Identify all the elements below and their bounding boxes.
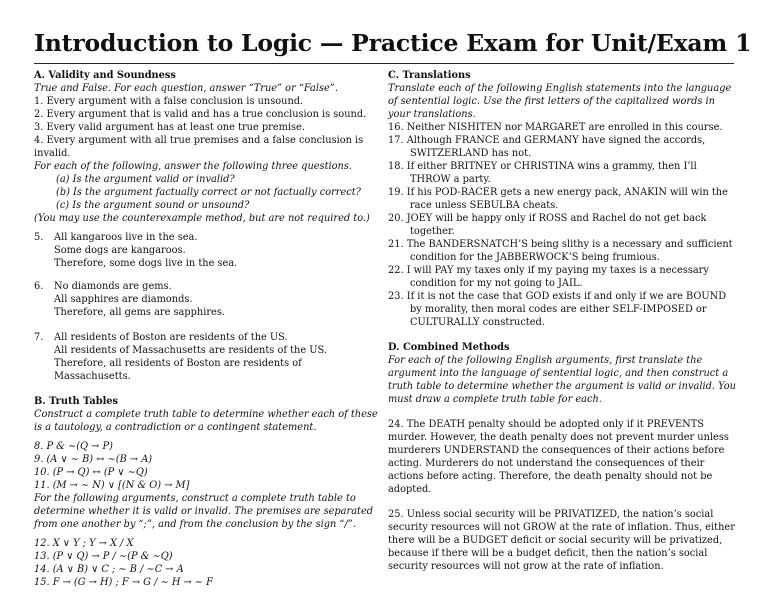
question-24: 24. The DEATH penalty should be adopted only if it PREVENTS murder. However, the death penalty does not prevent murder unless murderers UNDERSTAND the consequences of their actions before acting. Murderers do not understand the consequences of their actions before acting. Therefore, the death penalty should not be adopted.: [388, 419, 729, 495]
section-b-heading: B. Truth Tables: [34, 396, 119, 407]
section-a-instructions-2: For each of the following, answer the following three questions.: [34, 161, 353, 172]
argument-line: Some dogs are kangaroos.: [54, 245, 186, 256]
section-a-instructions: True and False. For each question, answer “True” or “False”.: [34, 83, 338, 94]
question-23: 23. If it is not the case that GOD exists if and only if we are BOUND by morality, then moral codes are either SELF-IMPOSED or CULTURALLY constructed.: [388, 291, 727, 328]
argument-line: Therefore, some dogs live in the sea.: [54, 258, 238, 269]
question-22: 22. I will PAY my taxes only if my paying my taxes is a necessary condition for my not going to JAIL.: [388, 265, 709, 289]
section-c-heading: C. Translations: [388, 70, 471, 81]
argument-line: All sapphires are diamonds.: [54, 294, 193, 305]
argument-line: All residents of Massachusetts are residents of the US.: [54, 345, 327, 356]
formula-8: 8. P & ∼(Q → P): [34, 441, 113, 452]
left-column: [34, 69, 380, 589]
argument-line: All residents of Boston are residents of the US.: [54, 332, 288, 343]
section-c-instructions: Translate each of the following English statements into the language of sentential logic. Use the first letters of the capitalized words in your translations.: [388, 83, 732, 120]
right-column: [388, 69, 736, 573]
argument-line: Therefore, all residents of Boston are residents of Massachusetts.: [54, 358, 302, 382]
question-25: 25. Unless social security will be PRIVATIZED, the nation’s social security resources will not GROW at the rate of inflation. Thus, either there will be a BUDGET deficit or social security will be privatized, because if there will be a budget deficit, then the nation’s social security resources will not grow at the rate of inflation.: [388, 509, 735, 572]
section-a-heading: A. Validity and Soundness: [34, 70, 176, 81]
question-21: 21. The BANDERSNATCH’S being slithy is a necessary and sufficient condition for the JABBERWOCK’S being frumious.: [388, 239, 733, 263]
question-17: 17. Although FRANCE and GERMANY have signed the accords, SWITZERLAND has not.: [388, 135, 706, 159]
formula-10: 10. (P → Q) ↔ (P ∨ ∼Q): [34, 467, 148, 478]
question-16: 16. Neither NISHITEN nor MARGARET are enrolled in this course.: [388, 122, 723, 133]
question-20: 20. JOEY will be happy only if ROSS and Rachel do not get back together.: [388, 213, 707, 237]
argument-6: [34, 280, 380, 319]
argument-number: 7.: [34, 332, 44, 343]
argument-12: 12. X ∨ Y ; Y → X / X: [34, 538, 134, 549]
subquestion-b: (b) Is the argument factually correct or not factually correct?: [56, 187, 361, 198]
subquestion-a: (a) Is the argument valid or invalid?: [56, 174, 235, 185]
title-rule: [34, 63, 734, 64]
section-a-note: (You may use the counterexample method, but are not required to.): [34, 213, 370, 224]
argument-number: 5.: [34, 232, 44, 243]
question-3: 3. Every valid argument has at least one true premise.: [34, 122, 305, 133]
section-d-heading: D. Combined Methods: [388, 342, 510, 353]
question-2: 2. Every argument that is valid and has a true conclusion is sound.: [34, 109, 367, 120]
question-19: 19. If his POD-RACER gets a new energy pack, ANAKIN will win the race unless SEBULBA cheats.: [388, 187, 728, 211]
argument-number: 6.: [34, 281, 44, 292]
argument-7: [34, 331, 380, 383]
question-4: 4. Every argument with all true premises and a false conclusion is invalid.: [34, 135, 364, 159]
formula-11: 11. (M → ∼ N) ∨ [(N & O) → M]: [34, 480, 190, 491]
argument-line: No diamonds are gems.: [54, 281, 172, 292]
formula-9: 9. (A ∨ ∼ B) ↔ ∼(B → A): [34, 454, 153, 465]
argument-14: 14. (A ∨ B) ∨ C ; ∼ B / ∼C → A: [34, 564, 184, 575]
section-d-instructions: For each of the following English arguments, first translate the argument into the language of sentential logic, and then construct a truth table to determine whether the argument is valid or invalid. You must draw a complete truth table for each.: [388, 355, 736, 405]
section-b-instructions-2: For the following arguments, construct a complete truth table to determine whether it is valid or invalid. The premises are separated from one another by “;”, and from the conclusion by the sign “/”.: [34, 493, 374, 530]
argument-5: [34, 231, 380, 270]
subquestion-c: (c) Is the argument sound or unsound?: [56, 200, 250, 211]
argument-13: 13. (P ∨ Q) → P / ∼(P & ∼Q): [34, 551, 173, 562]
argument-line: All kangaroos live in the sea.: [54, 232, 198, 243]
question-18: 18. If either BRITNEY or CHRISTINA wins a grammy, then I’ll THROW a party.: [388, 161, 697, 185]
page-title: Introduction to Logic — Practice Exam for Unit/Exam 1: [34, 29, 752, 57]
argument-line: Therefore, all gems are sapphires.: [54, 307, 225, 318]
section-b-instructions: Construct a complete truth table to determine whether each of these is a tautology, a contradiction or a contingent statement.: [34, 409, 378, 433]
argument-15: 15. F → (G → H) ; F → G / ∼ H → ∼ F: [34, 577, 213, 588]
question-1: 1. Every argument with a false conclusion is unsound.: [34, 96, 304, 107]
